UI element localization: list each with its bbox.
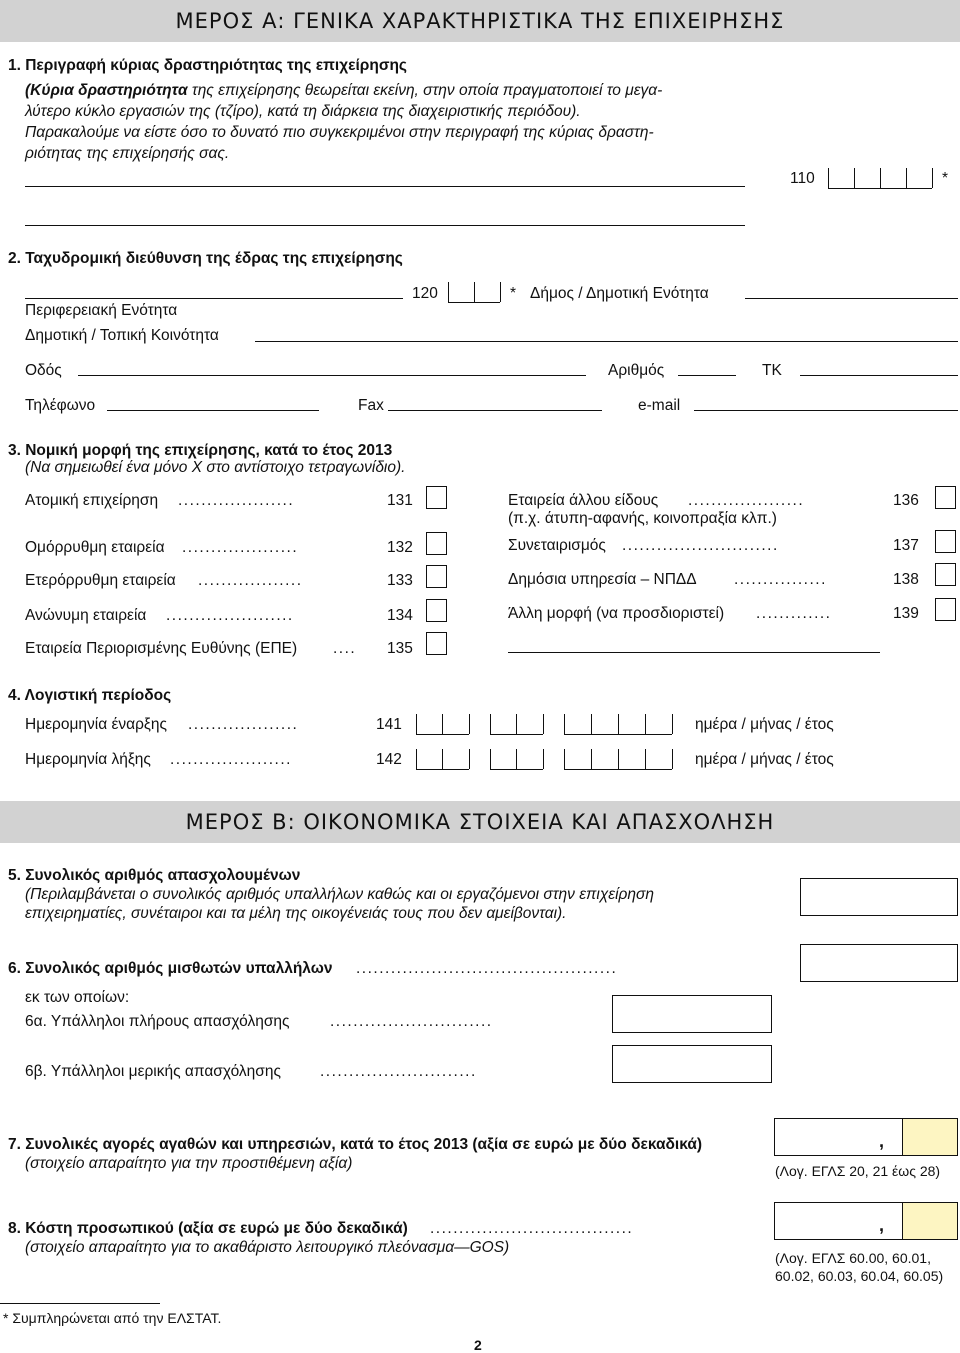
q1-cell-divider [906,168,907,188]
q8-accounts-line2: 60.02, 60.03, 60.04, 60.05) [775,1268,944,1284]
date-cell-divider [442,714,443,734]
legal-form-code: 134 [387,607,413,624]
date-cell-divider [442,749,443,769]
q2-cell-divider [474,282,475,302]
leader-dots: ........................... [622,537,779,554]
part-a-title: ΜΕΡΟΣ Α: ΓΕΝΙΚΑ ΧΑΡΑΚΤΗΡΙΣΤΙΚΑ ΤΗΣ ΕΠΙΧΕΙΡΗΣΗΣ [175,9,785,33]
date-cell-divider [564,714,565,734]
q1-code: 110 [790,170,815,187]
personnel-cost-input[interactable] [774,1202,958,1240]
date-cell-divider [543,714,544,734]
date-cell-divider [591,749,592,769]
q5-heading: 5. Συνολικός αριθμός απασχολουμένων [8,867,301,884]
personnel-cost-decimal-field[interactable] [902,1203,957,1239]
date-cell-divider [543,749,544,769]
q1-heading: 1. Περιγραφή κύριας δραστηριότητας της επιχείρησης [8,57,407,74]
region-label: Περιφερειακή Ενότητα [25,302,178,319]
legal-form-checkbox-136[interactable] [935,486,956,509]
q1-desc-rest: της επιχείρησης θεωρείται εκείνη, στην οποία πραγματοποιεί το μεγα- [187,82,663,99]
end-date-code: 142 [376,751,402,768]
footnote: * Συμπληρώνεται από την ΕΛΣΤΑΤ. [3,1310,222,1326]
legal-form-label: Ατομική επιχείρηση [25,492,159,509]
q7-heading: 7. Συνολικές αγορές αγαθών και υπηρεσιών, κατά το έτος 2013 (αξία σε ευρώ με δύο δεκαδικά) [8,1136,703,1153]
q1-description [25,80,662,101]
footnote-rule [0,1303,160,1304]
leader-dots: ............................ [330,1013,493,1030]
date-cell-divider [645,749,646,769]
legal-form-checkbox-134[interactable] [426,599,447,622]
date-cell-baseline [564,769,672,770]
date-cell-baseline [416,734,469,735]
email-label: e-mail [638,397,681,414]
legal-form-label: Εταιρεία άλλου είδους [508,492,659,509]
leader-dots: .................. [198,572,303,589]
q1-desc-line4: ριότητας της επιχείρησής σας. [25,145,230,162]
postcode-input-line[interactable] [800,375,958,376]
date-cell-baseline [490,769,543,770]
date-cell-divider [645,714,646,734]
q1-desc-bold: (Κύρια δραστηριότητα [25,82,188,99]
legal-form-label: Ετερόρρυθμη εταιρεία [25,572,176,589]
q8-note: (στοιχείο απαραίτητο για το ακαθάριστο λειτουργικό πλεόνασμα—GOS) [25,1239,510,1256]
legal-form-code: 138 [893,571,919,588]
q3-note: (Να σημειωθεί ένα μόνο Χ στο αντίστοιχο τετραγωνίδιο). [25,459,406,476]
q7-note: (στοιχείο απαραίτητο για την προστιθέμενη αξία) [25,1155,353,1172]
q7-accounts: (Λογ. ΕΓΛΣ 20, 21 έως 28) [775,1163,941,1179]
decimal-comma: , [879,1215,885,1235]
q2-code: 120 [412,285,438,302]
date-cell-divider [516,714,517,734]
part-b-title: ΜΕΡΟΣ Β: ΟΙΚΟΝΟΜΙΚΑ ΣΤΟΙΧΕΙΑ ΚΑΙ ΑΠΑΣΧΟΛΗΣΗ [185,810,775,834]
leader-dots: ........................... [320,1063,477,1080]
legal-form-code: 131 [387,492,413,509]
q8-heading: 8. Κόστη προσωπικού (αξία σε ευρώ με δύο δεκαδικά) [8,1220,408,1237]
q2-heading: 2. Ταχυδρομική διεύθυνση της έδρας της επιχείρησης [8,250,403,267]
parttime-label: 6β. Υπάλληλοι μερικής απασχόλησης [25,1063,281,1080]
municipality-input-line[interactable] [745,298,958,299]
date-cell-divider [516,749,517,769]
other-form-input-line[interactable] [508,652,880,653]
part-a-header [0,0,960,42]
date-cell-divider [416,749,417,769]
q1-cell-divider [828,168,829,188]
q1-asterisk: * [942,170,949,187]
legal-form-checkbox-133[interactable] [426,565,447,588]
q1-desc-line3: Παρακαλούμε να είστε όσο το δυνατό πιο συγκεκριμένοι στην περιγραφή της κύριας δραστη- [25,124,654,141]
municipality-label: Δήμος / Δημοτική Ενότητα [530,285,709,302]
page-number: 2 [474,1337,482,1353]
fulltime-employees-input[interactable] [612,995,772,1033]
date-cell-divider [672,714,673,734]
fulltime-label: 6α. Υπάλληλοι πλήρους απασχόλησης [25,1013,290,1030]
q5-note-line1: (Περιλαμβάνεται ο συνολικός αριθμός υπαλλήλων καθώς και οι εργαζόμενοι στην επιχείρηση [25,886,654,903]
number-label: Αριθμός [608,362,665,379]
leader-dots: ..................... [170,751,292,768]
date-cell-divider [490,714,491,734]
phone-label: Τηλέφωνο [25,397,96,414]
legal-form-label: Δημόσια υπηρεσία – ΝΠΔΔ [508,571,697,588]
start-date-code: 141 [376,716,402,733]
date-cell-divider [591,714,592,734]
legal-form-checkbox-137[interactable] [935,530,956,553]
start-date-label: Ημερομηνία έναρξης [25,716,167,733]
parttime-employees-input[interactable] [612,1045,772,1083]
legal-form-code: 135 [387,640,413,657]
legal-form-label: Ανώνυμη εταιρεία [25,607,147,624]
q2-asterisk: * [510,285,517,302]
leader-dots: ...................... [166,607,294,624]
legal-form-code: 132 [387,539,413,556]
q6-heading: 6. Συνολικός αριθμός μισθωτών υπαλλήλων [8,960,333,977]
date-cell-divider [469,714,470,734]
leader-dots: ............. [756,605,832,622]
fax-label: Fax [358,397,384,414]
date-cell-divider [672,749,673,769]
street-input-line[interactable] [78,375,586,376]
date-cell-divider [618,714,619,734]
leader-dots: ................ [734,571,827,588]
legal-form-code: 136 [893,492,919,509]
date-format-hint: ημέρα / μήνας / έτος [695,716,834,733]
legal-form-checkbox-132[interactable] [426,532,447,555]
date-cell-divider [564,749,565,769]
legal-form-checkbox-138[interactable] [935,563,956,586]
q5-note-line2: επιχειρηματίες, συνέταιροι και τα μέλη της οικογένειάς τους που δεν αμείβονται). [25,905,567,922]
date-cell-baseline [416,769,469,770]
legal-form-label: Ομόρρυθμη εταιρεία [25,539,165,556]
q3-heading: 3. Νομική μορφή της επιχείρησης, κατά το έτος 2013 [8,442,393,459]
community-label: Δημοτική / Τοπική Κοινότητα [25,327,219,344]
leader-dots: ............................................. [356,960,618,977]
legal-form-checkbox-131[interactable] [426,486,447,509]
leader-dots: ................... [188,716,299,733]
part-b-header [0,801,960,843]
q8-accounts-line1: (Λογ. ΕΓΛΣ 60.00, 60.01, [775,1250,931,1266]
number-input-line[interactable] [678,375,736,376]
q1-answer-line-1[interactable] [25,186,745,187]
street-label: Οδός [25,362,62,379]
legal-form-label: Εταιρεία Περιορισμένης Ευθύνης (ΕΠΕ) [25,640,298,657]
fax-input-line[interactable] [388,410,602,411]
q1-cell-divider [854,168,855,188]
date-cell-divider [618,749,619,769]
total-salaried-input[interactable] [800,944,958,982]
date-cell-divider [490,749,491,769]
leader-dots: .................... [178,492,295,509]
legal-form-checkbox-135[interactable] [426,632,447,655]
decimal-comma: , [879,1131,885,1151]
leader-dots: ................................... [430,1220,634,1237]
leader-dots: .................... [182,539,299,556]
legal-form-label: Άλλη μορφή (να προσδιοριστεί) [508,605,725,622]
total-employed-input[interactable] [800,878,958,916]
postcode-label: ΤΚ [762,362,782,379]
legal-form-code: 133 [387,572,413,589]
end-date-label: Ημερομηνία λήξης [25,751,151,768]
q1-desc-line2: λύτερο κύκλο εργασιών της (τζίρο), κατά τη διάρκεια της διαχειριστικής περιόδου). [25,103,581,120]
community-input-line[interactable] [255,341,958,342]
q1-cell-divider [932,168,933,188]
date-cell-baseline [564,734,672,735]
date-cell-baseline [490,734,543,735]
email-input-line[interactable] [694,410,958,411]
q1-cell-baseline [828,188,932,189]
q4-heading: 4. Λογιστική περίοδος [8,687,172,704]
legal-form-checkbox-139[interactable] [935,598,956,621]
legal-form-label: Συνεταιρισμός [508,537,606,554]
phone-input-line[interactable] [107,410,319,411]
region-input-line[interactable] [25,298,403,299]
purchases-decimal-field[interactable] [902,1119,957,1155]
q2-cell-baseline [448,302,500,303]
q2-cell-divider [448,282,449,302]
purchases-input[interactable] [774,1118,958,1156]
q2-cell-divider [500,282,501,302]
date-cell-divider [416,714,417,734]
date-format-hint: ημέρα / μήνας / έτος [695,751,834,768]
of-which-label: εκ των οποίων: [25,989,130,1006]
q1-cell-divider [880,168,881,188]
date-cell-divider [469,749,470,769]
legal-form-code: 137 [893,537,919,554]
leader-dots: .... [333,640,357,657]
legal-form-code: 139 [893,605,919,622]
legal-form-sublabel: (π.χ. άτυπη-αφανής, κοινοπραξία κλπ.) [508,510,777,527]
leader-dots: .................... [688,492,805,509]
q1-answer-line-2[interactable] [25,225,745,226]
